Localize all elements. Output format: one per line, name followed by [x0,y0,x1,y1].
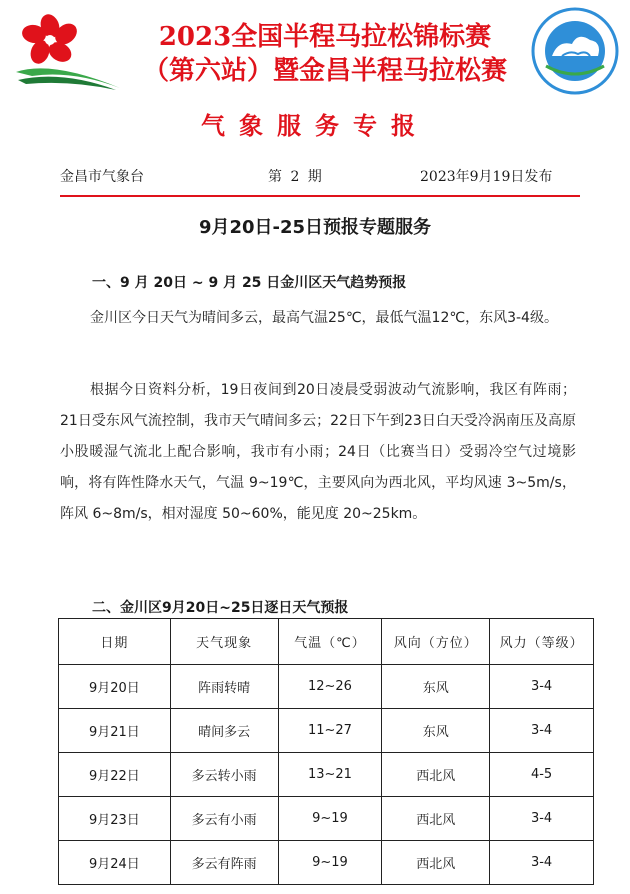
event-title-line2: （第六站）暨金昌半程马拉松赛 [142,56,507,86]
cell-temperature: 9~19 [278,841,382,885]
cell-wind-force: 3-4 [490,797,594,841]
section1-paragraph1: 金川区今日天气为晴间多云，最高气温25℃，最低气温12℃，东风3-4级。 [90,310,558,326]
section1-paragraph2: 根据今日资料分析，19日夜间到20日凌晨受弱波动气流影响，我区有阵雨；21日受东风气流控制，我市天气晴间多云；22日下午到23日白天受冷涡南压及高原小股暖湿气流北上配合影响，我市有小雨；24日（比赛当日）受弱冷空气过境影响，将有阵性降水天气，气温 9~19℃，主要风向为西北风，平均风速 3~5m/s，阵风 6~8m/s，相对湿度 50~60%，能见度 20~25km。 [60,382,576,522]
header-divider [60,195,580,197]
section1-heading: 一、9 月 20日 ~ 9 月 25 日金川区天气趋势预报 [92,275,407,291]
bulletin-subtitle: 气象服务专报 [201,111,429,140]
column-header-wind-force: 风力（等级） [490,619,594,665]
publish-date: 2023年9月19日发布 [420,169,553,185]
table-row [59,841,594,885]
cell-date: 9月22日 [59,753,171,797]
cell-date: 9月20日 [59,665,171,709]
cell-wind-direction: 东风 [382,709,490,753]
cell-temperature: 12~26 [278,665,382,709]
column-header-weather: 天气现象 [170,619,278,665]
table-row [59,753,594,797]
cell-date: 9月21日 [59,709,171,753]
cell-temperature: 13~21 [278,753,382,797]
cell-weather: 阵雨转晴 [170,665,278,709]
cell-temperature: 9~19 [278,797,382,841]
cell-wind-force: 3-4 [490,665,594,709]
cell-weather: 多云转小雨 [170,753,278,797]
meteorology-seal-logo [530,6,620,96]
cell-temperature: 11~27 [278,709,382,753]
cell-wind-direction: 西北风 [382,841,490,885]
cell-date: 9月24日 [59,841,171,885]
cell-wind-direction: 西北风 [382,753,490,797]
cell-weather: 多云有阵雨 [170,841,278,885]
cell-wind-direction: 西北风 [382,797,490,841]
document-heading: 9月20日-25日预报专题服务 [198,217,432,238]
issuer-name: 金昌市气象台 [60,169,144,185]
event-title-line1: 2023全国半程马拉松锦标赛 [158,22,492,52]
cell-date: 9月23日 [59,797,171,841]
table-row [59,709,594,753]
column-header-date: 日期 [59,619,171,665]
column-header-wind-direction: 风向（方位） [382,619,490,665]
table-row [59,665,594,709]
marathon-flower-logo [12,10,122,92]
column-header-temperature: 气温（℃） [278,619,382,665]
cell-wind-direction: 东风 [382,665,490,709]
cell-wind-force: 3-4 [490,709,594,753]
section2-heading: 二、金川区9月20日~25日逐日天气预报 [92,600,349,616]
cell-weather: 多云有小雨 [170,797,278,841]
issue-number: 第 2 期 [268,169,324,185]
cell-weather: 晴间多云 [170,709,278,753]
cell-wind-force: 3-4 [490,841,594,885]
table-row [59,797,594,841]
daily-forecast-table [58,618,594,885]
table-header-row [59,619,594,665]
cell-wind-force: 4-5 [490,753,594,797]
